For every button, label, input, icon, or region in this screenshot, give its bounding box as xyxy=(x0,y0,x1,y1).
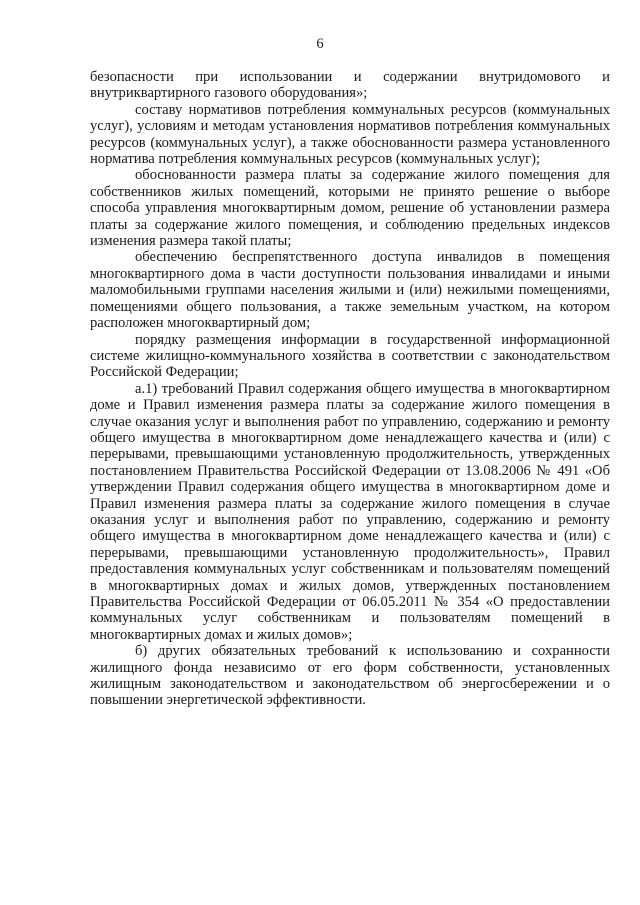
paragraph-continuation: безопасности при использовании и содержании внутридомового и внутриквартирного газового оборудования»; xyxy=(90,69,610,102)
paragraph-b-other-requirements: б) других обязательных требований к использованию и сохранности жилищного фонда независимо от его форм собственности, установленных жилищным законодательством и законодательством об энергосбережении и о повышении энергетической эффективности. xyxy=(90,643,610,709)
page-number: 6 xyxy=(316,36,324,52)
paragraph-disabled-access: обеспечению беспрепятственного доступа инвалидов в помещения многоквартирного дома в части доступности пользования инвалидами и иными маломобильными группами населения жилыми и (или) нежилыми помещениями, помещениями общего пользования, а также земельным участком, на котором расположен многоквартирный дом; xyxy=(90,249,610,332)
paragraph-gis-housing: порядку размещения информации в государственной информационной системе жилищно-коммунального хозяйства в соответствии с законодательством Российской Федерации; xyxy=(90,331,610,381)
paragraph-consumption-norms: составу нормативов потребления коммунальных ресурсов (коммунальных услуг), условиям и методам установления нормативов потребления коммунальных ресурсов (коммунальных услуг), а также обоснованности размера установленного норматива потребления коммунальных ресурсов (коммунальных услуг); xyxy=(90,101,610,168)
document-body xyxy=(90,69,610,709)
paragraph-a1-requirements: а.1) требований Правил содержания общего имущества в многоквартирном доме и Правил изменения размера платы за содержание жилого помещения в случае оказания услуг и выполнения работ по управлению, содержанию и ремонту общего имущества в многоквартирном доме ненадлежащего качества и (или) с перерывами, превышающими установленную продолжительность, утвержденных постановлением Правительства Российской Федерации от 13.08.2006 № 491 «Об утверждении Правил содержания общего имущества в многоквартирном доме и Правил изменения размера платы за содержание жилого помещения в случае оказания услуг и выполнения работ по управлению, содержанию и ремонту общего имущества в многоквартирном доме ненадлежащего качества и (или) с перерывами, превышающими установленную продолжительность», Правил предоставления коммунальных услуг собственникам и пользователям помещений в многоквартирных домах и жилых домов, утвержденных постановлением Правительства Российской Федерации от 06.05.2011 № 354 «О предоставлении коммунальных услуг собственникам и пользователям помещений в многоквартирных домах и жилых домов»; xyxy=(90,380,610,643)
paragraph-payment-validity: обоснованности размера платы за содержание жилого помещения для собственников жилых помещений, которыми не принято решение о выборе способа управления многоквартирным домом, решение об установлении размера платы за содержание жилого помещения, и соблюдению предельных индексов изменения размера такой платы; xyxy=(90,167,610,250)
